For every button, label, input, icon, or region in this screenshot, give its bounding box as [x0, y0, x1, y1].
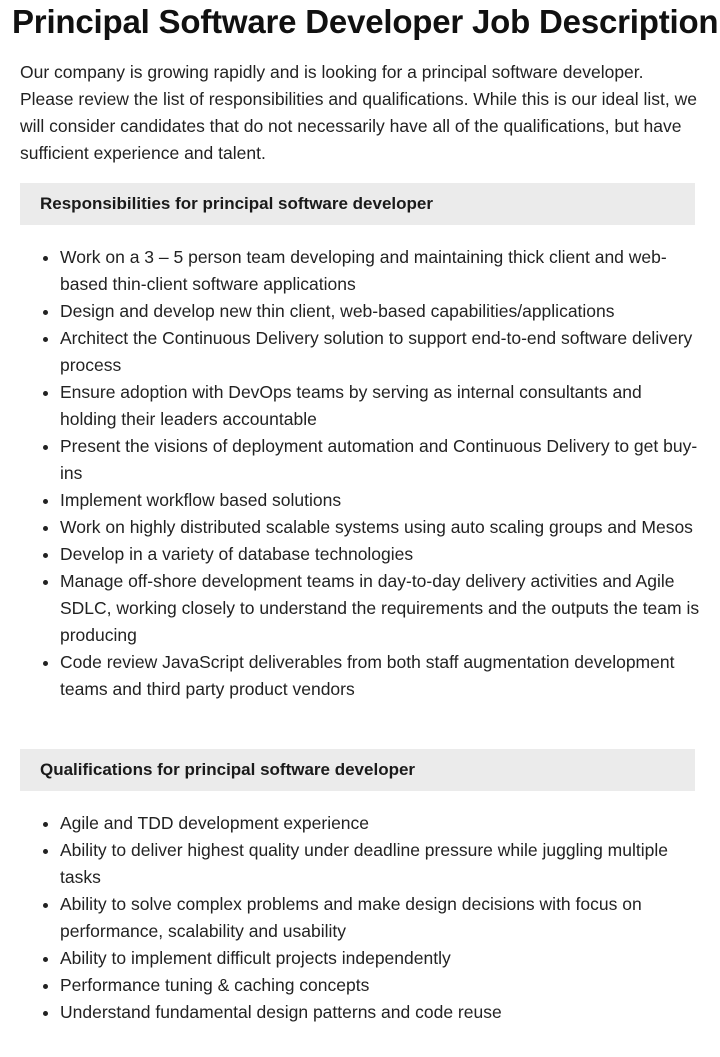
- intro-paragraph: Our company is growing rapidly and is looking for a principal software developer. Please review the list of responsibilities and qualifications. While this is our ideal list, we will consider candidates that do not necessarily have all of the qualifications, but have sufficient experience and talent.: [20, 62, 697, 163]
- responsibilities-heading: Responsibilities for principal software developer: [20, 183, 695, 225]
- list-item: • Ability to deliver highest quality under deadline pressure while juggling multiple tasks: [60, 837, 700, 891]
- responsibilities-list: [20, 244, 700, 703]
- list-item: • Implement workflow based solutions: [60, 487, 700, 514]
- list-item: • Work on a 3 – 5 person team developing and maintaining thick client and web-based thin-client software applications: [60, 244, 700, 298]
- list-item: • Ability to implement difficult projects independently: [60, 945, 700, 972]
- list-item: • Agile and TDD development experience: [60, 810, 700, 837]
- list-item: • Manage off-shore development teams in day-to-day delivery activities and Agile SDLC, working closely to understand the requirements and the outputs the team is producing: [60, 568, 700, 649]
- list-item: • Develop in a variety of database technologies: [60, 541, 700, 568]
- list-item: • Performance tuning & caching concepts: [60, 972, 700, 999]
- page-title: Principal Software Developer Job Description: [12, 3, 719, 40]
- list-item: • Code review JavaScript deliverables from both staff augmentation development teams and third party product vendors: [60, 649, 700, 703]
- list-item: • Design and develop new thin client, web-based capabilities/applications: [60, 298, 700, 325]
- qualifications-list: [20, 810, 700, 1026]
- list-item: • Present the visions of deployment automation and Continuous Delivery to get buy-ins: [60, 433, 700, 487]
- qualifications-heading: Qualifications for principal software developer: [20, 749, 695, 791]
- list-item: • Understand fundamental design patterns and code reuse: [60, 999, 700, 1026]
- list-item: • Work on highly distributed scalable systems using auto scaling groups and Mesos: [60, 514, 700, 541]
- list-item: • Architect the Continuous Delivery solution to support end-to-end software delivery process: [60, 325, 700, 379]
- list-item: • Ensure adoption with DevOps teams by serving as internal consultants and holding their leaders accountable: [60, 379, 700, 433]
- list-item: • Ability to solve complex problems and make design decisions with focus on performance, scalability and usability: [60, 891, 700, 945]
